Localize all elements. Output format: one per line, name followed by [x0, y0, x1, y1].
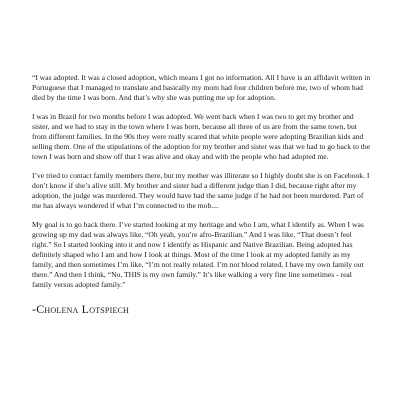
quote-paragraph-3: I’ve tried to contact family members there, but my mother was illiterate so I highly doubt she is on Facebook. I don’t know if she’s alive still. My brother and sister had a different judge than I did, because right after my adoption, the judge was murdered. They would have had the same judge if he had not been murdered. Part of me has always wondered if what I’m connected to the mob....: [32, 171, 370, 210]
quote-paragraph-1: “I was adopted. It was a closed adoption, which means I got no information. All I have is an affidavit written in Portuguese that I managed to translate and basically my mom had four children before me, two of whom had died by the time I was born. And that’s why she was putting me up for adoption.: [32, 73, 371, 102]
quote-paragraph-2: I was in Brazil for two months before I was adopted. We went back when I was two to get my brother and sister, and we had to stay in the town where I was born, because all three of us are from the same town, but from different families. In the 90s they were really scared that white people were adopting Brazilian kids and selling them. One of the stipulations of the adoption for my brother and sister was that we had to go back to the town I was born and show off that I was alive and okay and with the people who had adopted me.: [32, 112, 371, 161]
author-signature: -Cholena Lotspiech: [32, 302, 130, 316]
quote-paragraph-4: My goal is to go back there. I’ve started looking at my heritage and who I am, what I identify as. When I was growing up my dad was always like, “Oh yeah, you’re afro-Brazilian.” And I was like, “That doesn’t feel right.” So I started looking into it and now I identify as Hispanic and Native Brazilian. Being adopted has definitely shaped who I am and how I look at things. Most of the time I look at my adopted family as my family, and then sometimes I’m like, “I’m not really related. I’m not blood related, I have my own family out there.” And then I think, “No, THIS is my own family.” It’s like walking a very fine line sometimes - real family versus adopted family.”: [32, 220, 364, 289]
quote-document: [32, 73, 372, 316]
